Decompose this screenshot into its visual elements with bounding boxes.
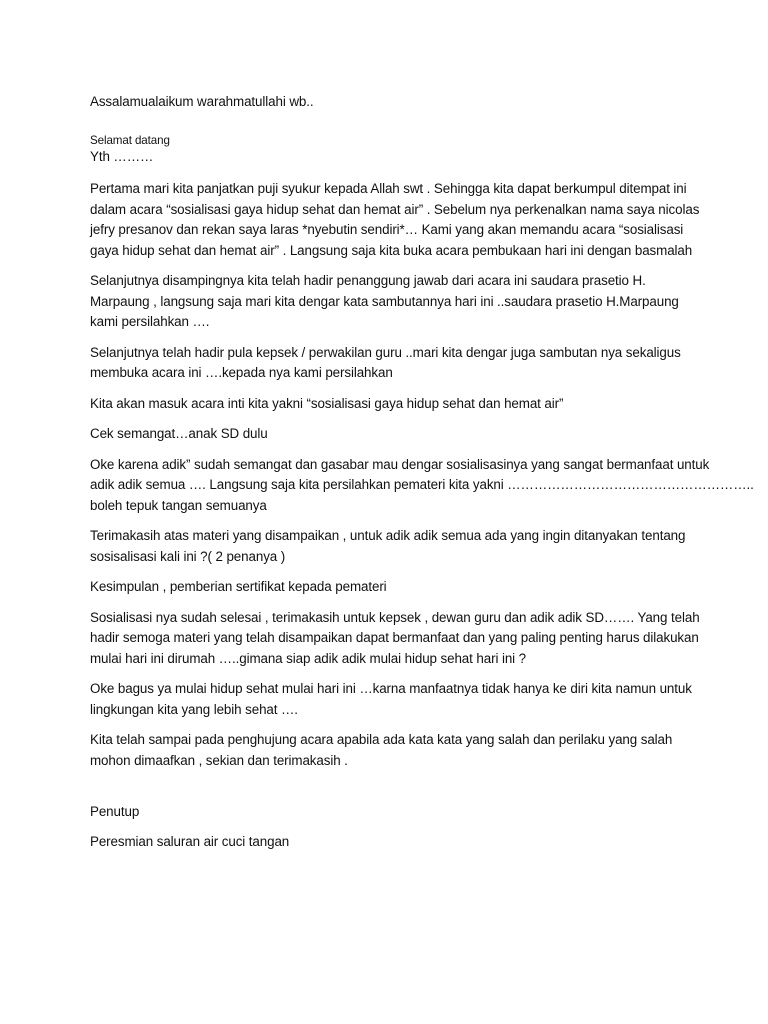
paragraph	[90, 455, 754, 517]
paragraph-line: jefry presanov dan rekan saya laras *nyebutin sendiri*… Kami yang akan memandu acara “sosialisasi	[90, 222, 684, 237]
document-page	[90, 92, 754, 852]
welcome-line: Selamat datang	[90, 133, 170, 147]
greeting-line: Assalamualaikum warahmatullahi wb..	[90, 94, 314, 109]
closing-heading: Penutup	[90, 804, 140, 819]
closing-item: Peresmian saluran air cuci tangan	[90, 833, 290, 849]
paragraph	[90, 271, 690, 333]
paragraph-line: gaya hidup sehat dan hemat air” . Langsung saja kita buka acara pembukaan hari ini dengan basmalah	[90, 242, 693, 258]
paragraph-line: Kita akan masuk acara inti kita yakni “sosialisasi gaya hidup sehat dan hemat air”	[90, 395, 564, 411]
body-paragraphs	[90, 179, 754, 771]
paragraph-line: Oke bagus ya mulai hidup sehat mulai hari ini …karna manfaatnya tidak hanya ke diri kita namun untuk	[90, 681, 692, 696]
paragraph-line: adik adik semua …. Langsung saja kita persilahkan pemateri kita yakni ………………………………………………..	[90, 477, 754, 492]
paragraph	[90, 424, 690, 445]
paragraph-line: Oke karena adik” sudah semangat dan gasabar mau dengar sosialisasinya yang sangat bermanfaat untuk	[90, 456, 710, 472]
paragraph	[90, 608, 700, 670]
paragraph-line: Selanjutnya telah hadir pula kepsek / perwakilan guru ..mari kita dengar juga sambutan nya sekaligus	[90, 344, 681, 360]
paragraph	[90, 343, 690, 384]
paragraph-line: membuka acara ini ….kepada nya kami persilahkan	[90, 365, 393, 380]
paragraph	[90, 394, 690, 415]
paragraph-line: Kita telah sampai pada penghujung acara apabila ada kata kata yang salah dan perilaku yang salah	[90, 732, 673, 747]
paragraph-line: Selanjutnya disampingnya kita telah hadir penanggung jawab dari acara ini saudara prasetio H.	[90, 273, 646, 288]
paragraph-line: sosisalisasi kali ini ?( 2 penanya )	[90, 548, 286, 564]
paragraph	[90, 179, 700, 261]
paragraph-line: boleh tepuk tangan semuanya	[90, 497, 267, 513]
paragraph-line: kami persilahkan ….	[90, 314, 210, 329]
paragraph-line: hadir semoga materi yang telah disampaikan dapat bermanfaat dan yang paling penting harus dilakukan	[90, 630, 699, 645]
paragraph-line: lingkungan kita yang lebih sehat ….	[90, 701, 298, 717]
paragraph	[90, 526, 690, 567]
paragraph-line: Pertama mari kita panjatkan puji syukur kepada Allah swt . Sehingga kita dapat berkumpul ditempat ini	[90, 181, 687, 196]
paragraph-line: mulai hari ini dirumah …..gimana siap adik adik mulai hidup sehat hari ini ?	[90, 650, 527, 666]
paragraph	[90, 730, 690, 771]
paragraph-line: Marpaung , langsung saja mari kita dengar kata sambutannya hari ini ..saudara prasetio H.Marpaung	[90, 293, 679, 309]
paragraph-line: Cek semangat…anak SD dulu	[90, 426, 268, 441]
paragraph-line: Terimakasih atas materi yang disampaikan , untuk adik adik semua ada yang ingin ditanyakan tentang	[90, 528, 686, 543]
paragraph-line: dalam acara “sosialisasi gaya hidup sehat dan hemat air” . Sebelum nya perkenalkan nama saya nicolas	[90, 201, 700, 217]
paragraph-line: Sosialisasi nya sudah selesai , terimakasih untuk kepsek , dewan guru dan adik adik SD……. Yang telah	[90, 609, 700, 625]
paragraph-line: Kesimpulan , pemberian sertifikat kepada pemateri	[90, 579, 387, 594]
paragraph	[90, 679, 690, 720]
paragraph	[90, 577, 690, 598]
paragraph-line: mohon dimaafkan , sekian dan terimakasih .	[90, 752, 348, 768]
yth-line: Yth ………	[90, 148, 154, 164]
